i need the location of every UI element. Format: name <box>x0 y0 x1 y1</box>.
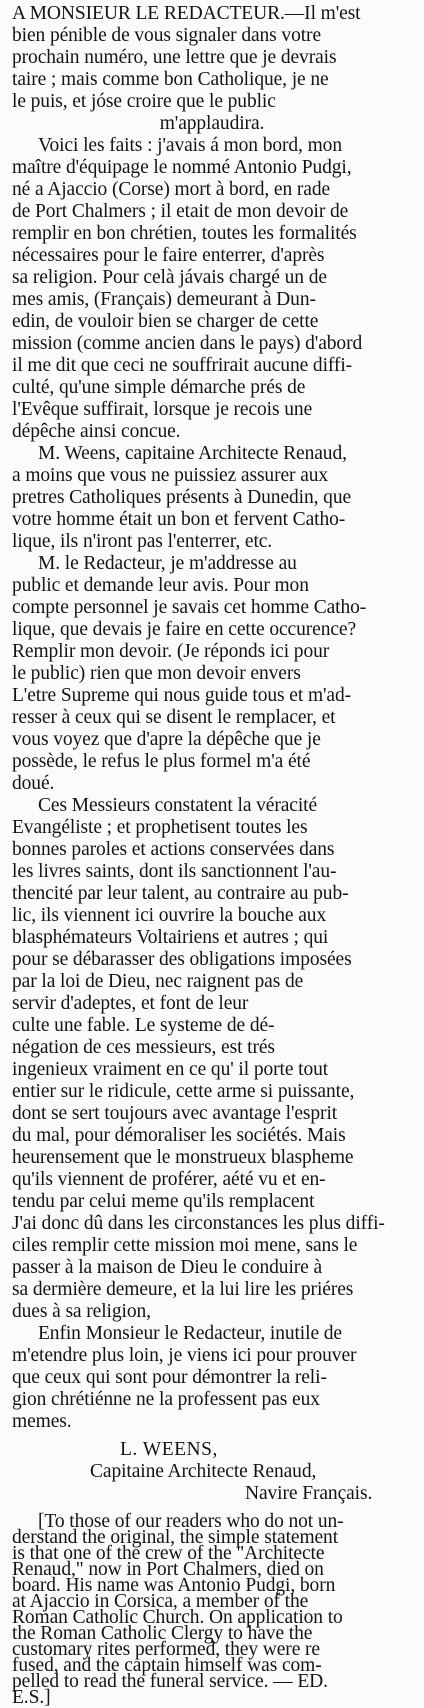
letter-line: l'Evêque suffirait, lorsque je recois une <box>12 400 313 420</box>
letter-line: public et demande leur avis. Pour mon <box>12 576 309 596</box>
letter-line: servir d'adeptes, et font de leur <box>12 994 249 1014</box>
editor-note-line: at Ajaccio in Corsica, a member of the <box>12 1592 309 1612</box>
letter-line: pour se débarasser des obligations imposées <box>12 950 352 970</box>
letter-line: lique, que devais je faire en cette occurence? <box>12 620 357 640</box>
letter-line: edin, de vouloir bien se charger de cette <box>12 312 319 332</box>
letter-line: compte personnel je savais cet homme Catho- <box>12 598 367 618</box>
editor-note-line: Roman Catholic Church. On application to <box>12 1608 343 1628</box>
letter-line: L'etre Supreme qui nous guide tous et m'ad- <box>12 686 352 706</box>
letter-line: possède, le refus le plus formel m'a été <box>12 752 311 772</box>
letter-line: heurensement que le monstrueux blaspheme <box>12 1148 354 1168</box>
editor-note-line: board. His name was Antonio Pudgi, born <box>12 1576 336 1596</box>
letter-line: mission (comme ancien dans le pays) d'abord <box>12 334 363 354</box>
letter-line: bonnes paroles et actions conservées dans <box>12 840 335 860</box>
letter-line: passer à la maison de Dieu le conduire à <box>12 1258 323 1278</box>
letter-line: il me dit que ceci ne souffrirait aucune diffi- <box>12 356 353 376</box>
letter-line: sa dermière demeure, et la lui lire les priéres <box>12 1280 354 1300</box>
editor-note-line: [To those of our readers who do not un- <box>38 1512 344 1532</box>
letter-line: votre homme était un bon et fervent Catho- <box>12 510 346 530</box>
letter-line: prochain numéro, une lettre que je devrais <box>12 48 337 68</box>
editor-note-line: Renaud," now in Port Chalmers, died on <box>12 1560 324 1580</box>
letter-line: Enfin Monsieur le Redacteur, inutile de <box>38 1324 342 1344</box>
letter-line: dues à sa religion, <box>12 1302 151 1322</box>
letter-line: qu'ils viennent de proférer, aété vu et en- <box>12 1170 326 1190</box>
letter-line: bien pénible de vous signaler dans votre <box>12 26 322 46</box>
letter-line: de Port Chalmers ; il etait de mon devoir de <box>12 202 349 222</box>
letter-line: tendu par celui meme qu'ils remplacent <box>12 1192 315 1212</box>
letter-line: blasphémateurs Voltairiens et autres ; qui <box>12 928 329 948</box>
letter-line: Voici les faits : j'avais á mon bord, mon <box>38 136 342 156</box>
letter-line: sa religion. Pour celà jávais chargé un de <box>12 268 327 288</box>
editor-note-line: derstand the original, the simple statement <box>12 1528 339 1548</box>
letter-line: culté, qu'une simple démarche prés de <box>12 378 306 398</box>
letter-line: du mal, pour démoraliser les sociétés. Mais <box>12 1126 346 1146</box>
letter-line: Ces Messieurs constatent la véracité <box>38 796 318 816</box>
letter-line: par la loi de Dieu, nec raignent pas de <box>12 972 304 992</box>
editor-note-line: fused, and the captain himself was com- <box>12 1656 322 1676</box>
editor-note-line: E.S.] <box>12 1688 51 1708</box>
letter-line: entier sur le ridicule, cette arme si puissante, <box>12 1082 355 1102</box>
letter-line: gion chrétiénne ne la professent pas eux <box>12 1390 320 1410</box>
letter-line: lic, ils viennent ici ouvrire la bouche aux <box>12 906 327 926</box>
letter-line: Remplir mon devoir. (Je réponds ici pour <box>12 642 330 662</box>
letter-line: négation de ces messieurs, est trés <box>12 1038 275 1058</box>
letter-line: lique, ils n'iront pas l'enterrer, etc. <box>12 532 273 552</box>
letter-line: les livres saints, dont ils sanctionnent l'au- <box>12 862 337 882</box>
letter-line: resser à ceux qui se disent le remplacer, et <box>12 708 336 728</box>
editor-note-line: is that one of the crew of the "Architecte <box>12 1544 325 1564</box>
letter-line: Evangéliste ; et prophetisent toutes les <box>12 818 308 838</box>
editor-note-line: customary rites performed, they were re <box>12 1640 320 1660</box>
signature-name: L. WEENS, <box>120 1440 218 1460</box>
letter-line: dont se sert toujours avec avantage l'esprit <box>12 1104 338 1124</box>
letter-line: A MONSIEUR LE REDACTEUR.—Il m'est <box>12 4 361 24</box>
letter-line: a moins que vous ne puissiez assurer aux <box>12 466 329 486</box>
letter-line: dépêche ainsi concue. <box>12 422 181 442</box>
letter-line: le public) rien que mon devoir envers <box>12 664 301 684</box>
letter-line: m'applaudira. <box>159 114 265 134</box>
letter-line: culte une fable. Le systeme de dé- <box>12 1016 275 1036</box>
signature-ship: Navire Français. <box>245 1484 373 1504</box>
signature-title: Capitaine Architecte Renaud, <box>90 1462 317 1482</box>
letter-line: doué. <box>12 774 55 794</box>
letter-line: maître d'équipage le nommé Antonio Pudgi, <box>12 158 352 178</box>
letter-line: taire ; mais comme bon Catholique, je ne <box>12 70 329 90</box>
letter-line: M. le Redacteur, je m'addresse au <box>38 554 297 574</box>
editor-note-line: pelled to read the funeral service. — ED. <box>12 1672 328 1692</box>
letter-line: mes amis, (Français) demeurant à Dun- <box>12 290 316 310</box>
letter-line: vous voyez que d'apre la dépêche que je <box>12 730 321 750</box>
letter-line: remplir en bon chrétien, toutes les formalités <box>12 224 357 244</box>
letter-line: pretres Catholiques présents à Dunedin, que <box>12 488 352 508</box>
letter-line: que ceux qui sont pour démontrer la reli- <box>12 1368 327 1388</box>
letter-line: M. Weens, capitaine Architecte Renaud, <box>38 444 347 464</box>
letter-line: memes. <box>12 1412 72 1432</box>
letter-line: nécessaires pour le faire enterrer, d'après <box>12 246 325 266</box>
letter-line: J'ai donc dû dans les circonstances les plus diffi- <box>12 1214 385 1234</box>
letter-line: thencité par leur talent, au contraire au pub- <box>12 884 349 904</box>
letter-line: ingenieux vraiment en ce qu' il porte tout <box>12 1060 329 1080</box>
letter-line: le puis, et jóse croire que le public <box>12 92 276 112</box>
letter-line: m'etendre plus loin, je viens ici pour prouver <box>12 1346 357 1366</box>
letter-line: ciles remplir cette mission moi mene, sans le <box>12 1236 358 1256</box>
editor-note-line: the Roman Catholic Clergy to have the <box>12 1624 313 1644</box>
letter-line: né a Ajaccio (Corse) mort à bord, en rade <box>12 180 331 200</box>
